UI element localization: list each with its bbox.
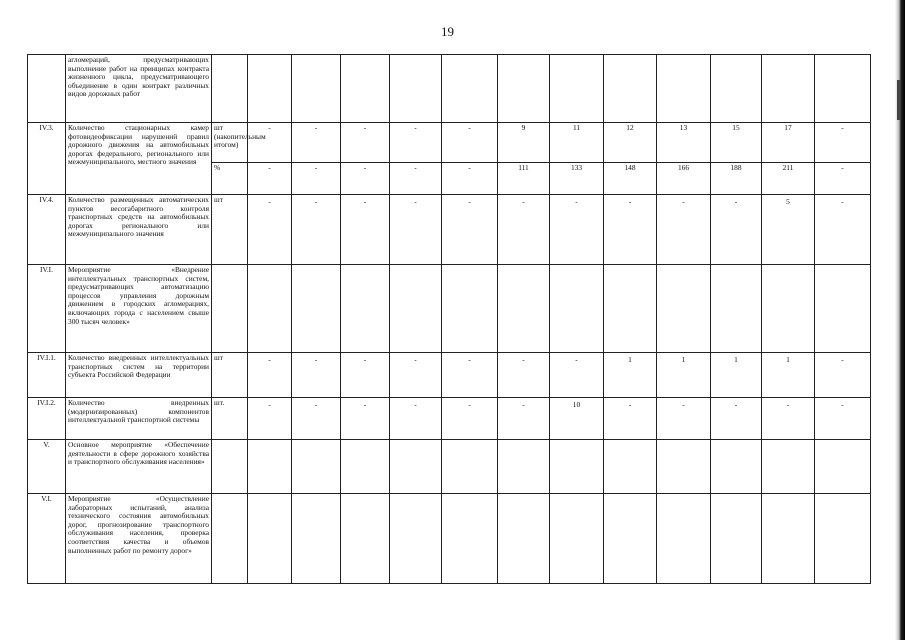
row-value: -: [292, 123, 341, 163]
row-value: 1: [657, 353, 711, 398]
row-value: -: [815, 123, 871, 163]
row-value: [711, 265, 762, 353]
row-value: [442, 55, 498, 123]
row-value: -: [341, 195, 390, 265]
row-value: -: [815, 195, 871, 265]
row-value: -: [498, 398, 550, 440]
row-value: [815, 494, 871, 584]
row-value: 9: [498, 123, 550, 163]
row-value: [604, 494, 657, 584]
row-value: -: [390, 195, 442, 265]
row-value: -: [292, 195, 341, 265]
row-unit: %: [212, 163, 248, 195]
row-value: 12: [604, 123, 657, 163]
row-number: IV.3.: [28, 123, 66, 195]
row-value: [498, 494, 550, 584]
row-value: -: [390, 123, 442, 163]
row-value: -: [248, 163, 292, 195]
table-row: [28, 265, 871, 353]
page-number: 19: [441, 24, 454, 39]
row-value: 111: [498, 163, 550, 195]
scan-edge: [895, 0, 905, 640]
row-value: [815, 440, 871, 494]
row-value: 10: [550, 398, 604, 440]
row-value: 166: [657, 163, 711, 195]
row-value: -: [498, 195, 550, 265]
row-value: [604, 265, 657, 353]
row-value: -: [604, 398, 657, 440]
row-value: [390, 55, 442, 123]
row-value: -: [248, 195, 292, 265]
table-row: [28, 440, 871, 494]
row-value: [762, 494, 815, 584]
row-value: 188: [711, 163, 762, 195]
row-number: [28, 55, 66, 123]
row-value: [341, 265, 390, 353]
row-value: -: [604, 195, 657, 265]
row-value: 11: [550, 123, 604, 163]
row-value: [292, 265, 341, 353]
row-value: -: [248, 123, 292, 163]
row-value: -: [292, 163, 341, 195]
row-value: -: [341, 353, 390, 398]
table-row: [28, 195, 871, 265]
row-value: [442, 440, 498, 494]
row-unit: [212, 55, 248, 123]
row-value: 148: [604, 163, 657, 195]
row-value: -: [711, 398, 762, 440]
row-value: 13: [657, 123, 711, 163]
row-value: [815, 55, 871, 123]
row-value: [550, 440, 604, 494]
row-value: 17: [762, 123, 815, 163]
row-value: -: [248, 398, 292, 440]
row-value: [711, 55, 762, 123]
row-value: -: [711, 195, 762, 265]
row-number: V.I.: [28, 494, 66, 584]
row-value: 15: [711, 123, 762, 163]
row-unit: шт (накопительным итогом): [212, 123, 248, 163]
row-value: -: [341, 398, 390, 440]
row-value: -: [762, 398, 815, 440]
row-value: [550, 265, 604, 353]
row-unit: шт.: [212, 398, 248, 440]
row-value: [292, 55, 341, 123]
row-value: -: [550, 353, 604, 398]
row-value: [442, 265, 498, 353]
row-value: -: [657, 195, 711, 265]
row-value: [341, 440, 390, 494]
row-value: [292, 494, 341, 584]
row-value: 211: [762, 163, 815, 195]
row-value: [341, 494, 390, 584]
row-unit: [212, 265, 248, 353]
row-description: Количество внедренных интеллектуальных транспортных систем на территории субъекта Российской Федерации: [66, 353, 212, 398]
row-value: -: [442, 195, 498, 265]
row-number: IV.4.: [28, 195, 66, 265]
row-value: [762, 265, 815, 353]
row-value: [815, 265, 871, 353]
row-value: [248, 55, 292, 123]
row-value: 133: [550, 163, 604, 195]
row-value: [762, 440, 815, 494]
row-value: [498, 55, 550, 123]
row-value: -: [292, 353, 341, 398]
row-value: -: [292, 398, 341, 440]
row-value: [604, 440, 657, 494]
row-value: 5: [762, 195, 815, 265]
row-value: -: [341, 163, 390, 195]
row-unit: шт: [212, 195, 248, 265]
row-value: [248, 494, 292, 584]
row-description: Мероприятие «Осуществление лабораторных испытаний, анализа технического состояния автомобильных дорог, прогнозирование транспортного обслуживания населения, проверка соответствия качества и объемов выполненных работ по ремонту дорог»: [66, 494, 212, 584]
row-value: -: [341, 123, 390, 163]
row-number: V.: [28, 440, 66, 494]
table-row: [28, 123, 871, 163]
row-unit: шт: [212, 353, 248, 398]
row-value: [550, 494, 604, 584]
row-description: Основное мероприятие «Обеспечение деятельности в сфере дорожного хозяйства и транспортного обслуживания населения»: [66, 440, 212, 494]
row-value: -: [248, 353, 292, 398]
row-unit: [212, 494, 248, 584]
row-value: -: [442, 353, 498, 398]
row-value: -: [498, 353, 550, 398]
row-value: [390, 265, 442, 353]
row-value: [341, 55, 390, 123]
row-value: -: [390, 353, 442, 398]
row-value: [604, 55, 657, 123]
row-value: [550, 55, 604, 123]
row-number: IV.I.1.: [28, 353, 66, 398]
row-value: -: [815, 398, 871, 440]
row-value: [390, 440, 442, 494]
row-value: [390, 494, 442, 584]
row-value: [657, 265, 711, 353]
row-value: -: [815, 353, 871, 398]
row-value: -: [550, 195, 604, 265]
row-number: IV.I.: [28, 265, 66, 353]
row-value: [657, 55, 711, 123]
row-description: Количество стационарных камер фотовидеофиксации нарушений правил дорожного движения на автомобильных дорогах федерального, регионального или межмуниципального, местного значения: [66, 123, 212, 195]
row-value: -: [390, 163, 442, 195]
row-value: 1: [711, 353, 762, 398]
table-row: [28, 494, 871, 584]
row-value: [711, 494, 762, 584]
row-value: -: [657, 398, 711, 440]
table-body: [28, 55, 871, 584]
row-unit: [212, 440, 248, 494]
row-description: Мероприятие «Внедрение интеллектуальных транспортных систем, предусматривающих автоматизацию процессов управления дорожным движением в городских агломерациях, включающих города с населением свыше 300 тысяч человек»: [66, 265, 212, 353]
row-value: [248, 440, 292, 494]
row-value: -: [442, 398, 498, 440]
row-value: [292, 440, 341, 494]
row-description: Количество внедренных (модернизированных) компонентов интеллектуальной транспортной системы: [66, 398, 212, 440]
row-value: [711, 440, 762, 494]
row-description: агломераций, предусматривающих выполнение работ на принципах контракта жизненного цикла, предусматривающего объединение в один контракт различных видов дорожных работ: [66, 55, 212, 123]
row-value: [442, 494, 498, 584]
row-value: 1: [604, 353, 657, 398]
row-value: -: [442, 163, 498, 195]
row-value: [657, 440, 711, 494]
indicators-table: [27, 54, 871, 584]
row-number: IV.I.2.: [28, 398, 66, 440]
row-value: [248, 265, 292, 353]
table-row: [28, 398, 871, 440]
row-value: -: [390, 398, 442, 440]
row-value: [498, 440, 550, 494]
table-row: [28, 353, 871, 398]
row-value: -: [442, 123, 498, 163]
table-row: [28, 55, 871, 123]
row-value: [498, 265, 550, 353]
row-value: -: [815, 163, 871, 195]
row-value: 1: [762, 353, 815, 398]
row-value: [657, 494, 711, 584]
row-description: Количество размещенных автоматических пунктов весогабаритного контроля транспортных средств на автомобильных дорогах регионального или межмуниципального значения: [66, 195, 212, 265]
row-value: [762, 55, 815, 123]
